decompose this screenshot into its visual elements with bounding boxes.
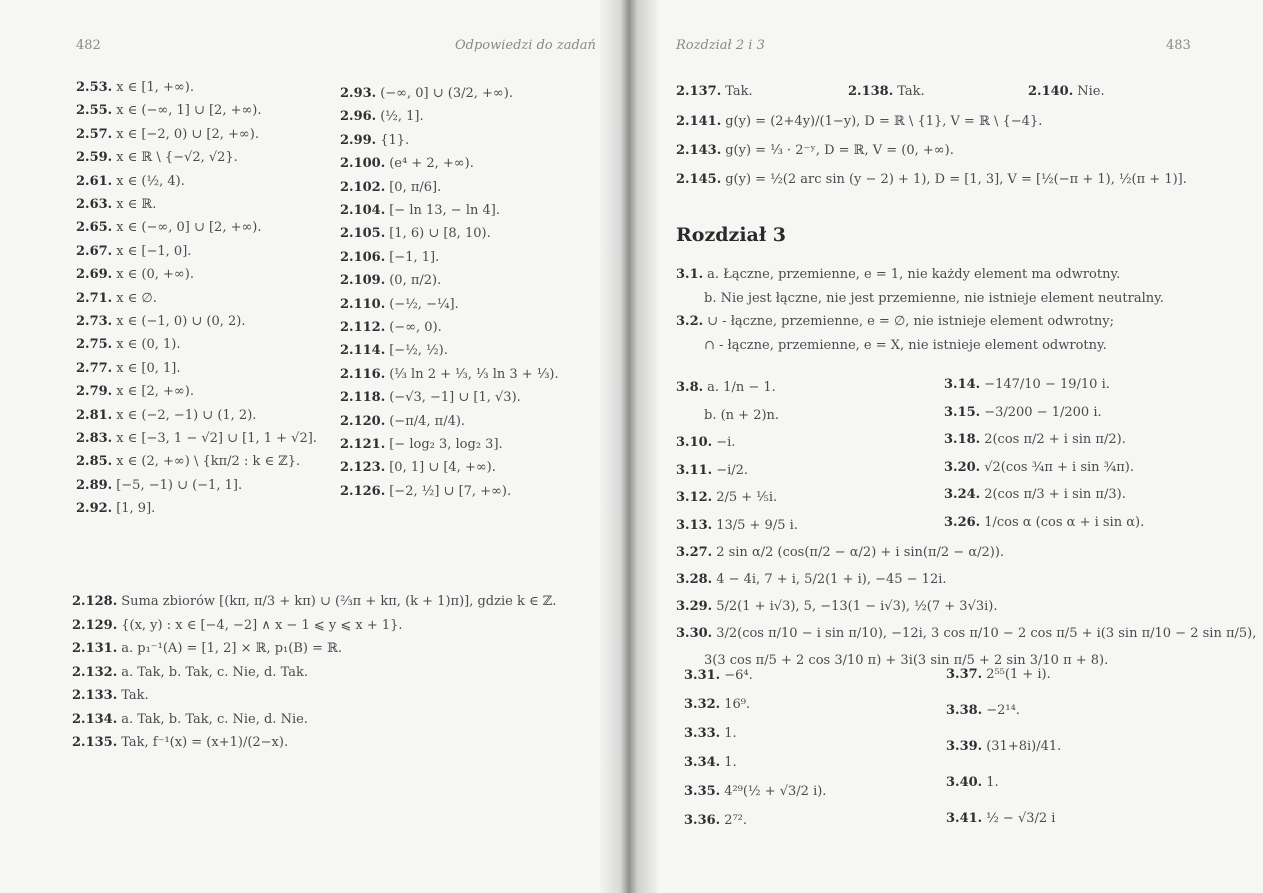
answer-text: x ∈ [2, +∞). — [116, 384, 194, 400]
answer-number: 2.61. — [76, 173, 113, 189]
answer-number: 3.11. — [676, 462, 713, 478]
answer-entry — [76, 431, 317, 446]
answer-number: 2.112. — [340, 320, 386, 335]
answer-number: 2.79. — [76, 384, 113, 400]
answer-text: (⅓ ln 2 + ⅓, ⅓ ln 3 + ⅓). — [389, 366, 559, 382]
answer-text: Nie. — [1077, 84, 1105, 99]
answer-number: 2.93. — [340, 86, 377, 101]
answer-number: 2.83. — [76, 431, 113, 446]
answer-number: 2.120. — [340, 413, 386, 429]
right-running-head: Rozdział 2 i 3 — [676, 38, 765, 53]
answer-entry — [76, 314, 246, 329]
answer-text: x ∈ (½, 4). — [116, 173, 185, 189]
answer-number: 3.2. — [676, 314, 704, 329]
answer-text: a. p₁⁻¹(A) = [1, 2] × ℝ, p₁(B) = ℝ. — [121, 641, 343, 656]
answer-number: 2.128. — [72, 594, 118, 609]
answer-entry — [676, 172, 1187, 187]
answer-text: [−½, ½). — [389, 343, 448, 359]
answer-number: 3.13. — [676, 517, 713, 533]
answer-entry — [72, 618, 403, 633]
answer-number: 2.57. — [76, 126, 113, 142]
answer-text: √2(cos ¾π + i sin ¾π). — [984, 459, 1135, 475]
answer-entry — [676, 291, 1164, 306]
book-gutter — [600, 0, 658, 893]
answer-entry — [72, 594, 556, 609]
answer-number: 3.26. — [944, 514, 981, 530]
answer-entry — [340, 297, 459, 312]
answer-entry — [946, 703, 1020, 718]
answer-entry — [72, 641, 342, 656]
answer-entry — [76, 174, 185, 189]
answer-number: 2.96. — [340, 109, 377, 125]
answer-text: x ∈ [1, +∞). — [116, 80, 194, 95]
answer-number: 3.38. — [946, 703, 983, 718]
answer-text: a. 1/n − 1. — [707, 380, 776, 395]
answer-entry — [340, 86, 513, 101]
answer-entry — [72, 688, 149, 703]
answer-text: −2¹⁴. — [986, 703, 1020, 718]
answer-entry — [76, 478, 242, 493]
answer-number: 3.1. — [676, 267, 704, 282]
answer-number: 3.41. — [946, 811, 983, 826]
answer-entry — [676, 114, 1042, 129]
answer-text: [− ln 13, − ln 4]. — [389, 203, 500, 218]
answer-text: (e⁴ + 2, +∞). — [389, 156, 474, 172]
answer-entry — [340, 390, 521, 405]
answer-number: 2.118. — [340, 390, 386, 406]
answer-entry — [76, 337, 181, 352]
answer-entry — [676, 143, 954, 158]
answer-text: 1. — [986, 775, 999, 790]
answer-text: g(y) = (2+4y)/(1−y), D = ℝ \ {1}, V = ℝ \ {−4}. — [725, 114, 1043, 129]
answer-entry — [676, 572, 947, 587]
answer-text: −i/2. — [716, 462, 749, 478]
answer-number: 2.114. — [340, 343, 386, 359]
answer-number: 2.110. — [340, 296, 386, 312]
answer-entry — [76, 244, 191, 259]
answer-text: Tak, f⁻¹(x) = (x+1)/(2−x). — [121, 735, 289, 750]
answer-entry — [676, 518, 798, 533]
answer-entry — [76, 501, 155, 516]
answer-number: 2.99. — [340, 132, 377, 148]
answer-text: (−√3, −1] ∪ [1, √3). — [389, 390, 521, 406]
answer-entry — [946, 739, 1061, 754]
answer-number: 2.143. — [676, 143, 722, 158]
answer-text: 2⁷². — [724, 813, 748, 828]
answer-number: 3.40. — [946, 775, 983, 790]
answer-entry — [76, 220, 262, 235]
left-page-number: 482 — [76, 38, 101, 53]
answer-number: 2.131. — [72, 641, 118, 656]
answer-text: Tak. — [897, 84, 925, 99]
answer-text: [0, π/6]. — [389, 179, 442, 195]
answer-entry — [340, 414, 465, 429]
answer-text: {(x, y) : x ∈ [−4, −2] ∧ x − 1 ⩽ y ⩽ x + 1}. — [121, 617, 403, 633]
answer-entry — [684, 697, 750, 712]
answer-number: 3.14. — [944, 377, 981, 392]
answer-number: 2.106. — [340, 249, 386, 265]
answer-number: 3.20. — [944, 459, 981, 475]
answer-number: 3.31. — [684, 668, 721, 683]
answer-entry — [76, 80, 194, 95]
right-page-number: 483 — [1166, 38, 1191, 53]
answer-number: 3.10. — [676, 435, 713, 450]
answer-text: 5/2(1 + i√3), 5, −13(1 − i√3), ½(7 + 3√3i). — [716, 599, 998, 614]
answer-number: 2.81. — [76, 407, 113, 423]
answer-entry — [676, 490, 777, 505]
answer-number: 3.35. — [684, 784, 721, 799]
answer-text: x ∈ (−1, 0) ∪ (0, 2). — [116, 314, 246, 329]
answer-number: 2.137. — [676, 84, 722, 99]
answer-text: (−∞, 0] ∪ (3/2, +∞). — [380, 86, 513, 101]
answer-number: 2.67. — [76, 243, 113, 259]
answer-entry — [946, 811, 1055, 826]
answer-text: b. (n + 2)n. — [704, 407, 780, 423]
answer-number: 3.36. — [684, 813, 721, 828]
answer-text: x ∈ [0, 1]. — [116, 360, 181, 376]
answer-text: 1/cos α (cos α + i sin α). — [984, 514, 1145, 530]
answer-entry — [676, 653, 1108, 668]
answer-entry — [340, 180, 441, 195]
answer-text: x ∈ ∅. — [116, 290, 157, 306]
answer-text: x ∈ (0, +∞). — [116, 267, 194, 283]
answer-text: ½ − √3/2 i — [986, 811, 1056, 826]
answer-entry — [340, 320, 442, 335]
answer-number: 2.105. — [340, 226, 386, 242]
answer-number: 3.28. — [676, 572, 713, 587]
answer-number: 2.121. — [340, 437, 386, 452]
answer-text: (−½, −¼]. — [389, 296, 459, 312]
answer-number: 3.34. — [684, 755, 721, 770]
answer-entry — [76, 361, 181, 376]
answer-number: 3.15. — [944, 404, 981, 420]
answer-text: [− log₂ 3, log₂ 3]. — [389, 437, 503, 452]
answer-text: x ∈ ℝ \ {−√2, √2}. — [116, 150, 238, 166]
answer-number: 2.85. — [76, 454, 113, 470]
answer-entry — [848, 84, 925, 99]
answer-text: 2 sin α/2 (cos(π/2 − α/2) + i sin(π/2 − α/2)). — [716, 545, 1005, 560]
answer-entry — [76, 197, 156, 212]
answer-text: (31+8i)/41. — [986, 739, 1062, 754]
answer-entry — [684, 726, 737, 741]
left-running-head: Odpowiedzi do zadań — [455, 38, 596, 53]
answer-text: 3/2(cos π/10 − i sin π/10), −12i, 3 cos π/10 − 2 cos π/5 + i(3 sin π/10 − 2 sin π/5), — [716, 626, 1257, 641]
answer-entry — [676, 463, 748, 478]
answer-number: 2.53. — [76, 80, 113, 95]
answer-entry — [340, 343, 448, 358]
answer-entry — [676, 314, 1114, 329]
answer-entry — [76, 291, 157, 306]
answer-entry — [76, 103, 262, 118]
answer-text: x ∈ (0, 1). — [116, 337, 181, 353]
answer-number: 3.39. — [946, 739, 983, 754]
answer-text: [1, 9]. — [116, 501, 156, 517]
chapter-heading: Rozdział 3 — [676, 224, 787, 246]
answer-entry — [676, 545, 1004, 560]
answer-text: 4²⁹(½ + √3/2 i). — [724, 784, 827, 799]
answer-text: −i. — [716, 435, 736, 450]
answer-text: ∪ - łączne, przemienne, e = ∅, nie istnieje element odwrotny; — [707, 314, 1114, 329]
answer-entry — [946, 775, 999, 790]
answer-number: 3.18. — [944, 432, 981, 447]
answer-entry — [944, 405, 1102, 420]
answer-entry — [76, 127, 259, 142]
answer-entry — [1028, 84, 1105, 99]
answer-text: −147/10 − 19/10 i. — [984, 377, 1110, 392]
answer-number: 3.32. — [684, 697, 721, 712]
answer-text: −6⁴. — [724, 668, 753, 683]
answer-number: 2.104. — [340, 203, 386, 218]
answer-text: 4 − 4i, 7 + i, 5/2(1 + i), −45 − 12i. — [716, 572, 947, 587]
answer-text: 2(cos π/3 + i sin π/3). — [984, 487, 1126, 502]
answer-number: 3.27. — [676, 545, 713, 560]
answer-entry — [76, 150, 238, 165]
answer-number: 2.63. — [76, 197, 113, 212]
answer-entry — [340, 250, 439, 265]
answer-text: −3/200 − 1/200 i. — [984, 404, 1102, 420]
answer-entry — [676, 380, 776, 395]
answer-text: x ∈ (−2, −1) ∪ (1, 2). — [116, 407, 257, 423]
answer-entry — [944, 377, 1110, 392]
answer-entry — [944, 487, 1126, 502]
answer-text: Suma zbiorów [(kπ, π/3 + kπ) ∪ (⅔π + kπ, (k + 1)π)], gdzie k ∈ ℤ. — [121, 594, 557, 609]
answer-entry — [684, 668, 753, 683]
answer-entry — [340, 203, 500, 218]
answer-entry — [340, 156, 474, 171]
answer-number: 2.77. — [76, 360, 113, 376]
answer-text: Tak. — [121, 688, 149, 703]
answer-text: 1. — [724, 726, 737, 741]
answer-text: (0, π/2). — [389, 273, 442, 289]
answer-text: Tak. — [725, 84, 753, 99]
answer-entry — [676, 599, 997, 614]
answer-number: 2.133. — [72, 688, 118, 703]
answer-entry — [340, 273, 441, 288]
answer-entry — [72, 665, 308, 680]
answer-number: 2.116. — [340, 366, 386, 382]
answer-entry — [676, 626, 1256, 641]
answer-number: 2.134. — [72, 711, 118, 727]
answer-entry — [72, 735, 288, 750]
answer-number: 3.30. — [676, 626, 713, 641]
answer-text: x ∈ [−2, 0) ∪ [2, +∞). — [116, 126, 259, 142]
answer-number: 2.129. — [72, 617, 118, 633]
answer-number: 2.100. — [340, 156, 386, 172]
answer-text: {1}. — [380, 132, 410, 148]
answer-text: [−5, −1) ∪ (−1, 1]. — [116, 477, 243, 493]
answer-number: 2.102. — [340, 179, 386, 195]
answer-entry — [676, 84, 753, 99]
answer-entry — [340, 460, 496, 475]
answer-text: 3(3 cos π/5 + 2 cos 3/10 π) + 3i(3 sin π/5 + 2 sin 3/10 π + 8). — [704, 653, 1109, 668]
answer-text: 13/5 + 9/5 i. — [716, 517, 798, 533]
answer-text: [−2, ½] ∪ [7, +∞). — [389, 483, 512, 499]
answer-text: [0, 1] ∪ [4, +∞). — [389, 460, 496, 476]
answer-text: 2/5 + ⅕i. — [716, 490, 778, 505]
answer-entry — [76, 384, 194, 399]
answer-entry — [684, 755, 737, 770]
answer-number: 2.59. — [76, 150, 113, 166]
answer-entry — [340, 133, 409, 148]
answer-number: 2.138. — [848, 84, 894, 99]
answer-entry — [340, 484, 511, 499]
answer-text: a. Tak, b. Tak, c. Nie, d. Nie. — [121, 711, 308, 727]
answer-text: (½, 1]. — [380, 109, 424, 125]
answer-number: 2.75. — [76, 337, 113, 353]
answer-number: 2.69. — [76, 267, 113, 283]
answer-number: 3.33. — [684, 726, 721, 741]
answer-entry — [72, 712, 308, 727]
answer-entry — [340, 367, 559, 382]
answer-number: 2.109. — [340, 273, 386, 289]
answer-entry — [76, 454, 300, 469]
answer-entry — [684, 813, 747, 828]
answer-text: ∩ - łączne, przemienne, e = X, nie istnieje element odwrotny. — [704, 337, 1107, 353]
answer-number: 3.12. — [676, 490, 713, 505]
answer-text: 2⁵⁵(1 + i). — [986, 667, 1051, 682]
answer-number: 3.29. — [676, 599, 713, 614]
answer-number: 2.123. — [340, 460, 386, 476]
answer-entry — [676, 408, 779, 423]
answer-number: 3.37. — [946, 667, 983, 682]
answer-entry — [944, 460, 1134, 475]
answer-number: 2.65. — [76, 220, 113, 236]
answer-entry — [676, 267, 1120, 282]
answer-text: 16⁹. — [724, 697, 751, 712]
answer-text: x ∈ (−∞, 0] ∪ [2, +∞). — [116, 220, 262, 236]
answer-entry — [76, 267, 194, 282]
answer-number: 2.126. — [340, 483, 386, 499]
answer-text: [−1, 1]. — [389, 249, 440, 265]
answer-number: 3.8. — [676, 380, 704, 395]
answer-entry — [944, 515, 1144, 530]
answer-text: x ∈ (2, +∞) \ {kπ/2 : k ∈ ℤ}. — [116, 454, 301, 470]
answer-number: 2.141. — [676, 114, 722, 129]
answer-text: a. Łączne, przemienne, e = 1, nie każdy element ma odwrotny. — [707, 267, 1121, 282]
answer-entry — [684, 784, 826, 799]
answer-number: 2.140. — [1028, 84, 1074, 99]
answer-number: 2.73. — [76, 314, 113, 329]
answer-text: (−∞, 0). — [389, 320, 442, 335]
answer-text: x ∈ [−3, 1 − √2] ∪ [1, 1 + √2]. — [116, 431, 317, 446]
answer-entry — [676, 435, 735, 450]
answer-text: 1. — [724, 755, 737, 770]
answer-number: 2.135. — [72, 735, 118, 750]
answer-text: x ∈ [−1, 0]. — [116, 243, 192, 259]
answer-number: 2.89. — [76, 477, 113, 493]
answer-number: 3.24. — [944, 487, 981, 502]
answer-text: a. Tak, b. Tak, c. Nie, d. Tak. — [121, 664, 308, 680]
answer-text: (−π/4, π/4). — [389, 413, 466, 429]
answer-text: g(y) = ⅓ · 2⁻ʸ, D = ℝ, V = (0, +∞). — [725, 143, 954, 158]
answer-text: 2(cos π/2 + i sin π/2). — [984, 432, 1126, 447]
answer-text: x ∈ ℝ. — [116, 197, 157, 212]
answer-entry — [946, 667, 1051, 682]
answer-entry — [944, 432, 1126, 447]
answer-entry — [340, 437, 503, 452]
answer-number: 2.132. — [72, 664, 118, 680]
answer-entry — [340, 226, 491, 241]
answer-text: b. Nie jest łączne, nie jest przemienne, nie istnieje element neutralny. — [704, 290, 1164, 306]
answer-entry — [340, 109, 424, 124]
answer-entry — [676, 338, 1107, 353]
answer-number: 2.71. — [76, 290, 113, 306]
answer-text: g(y) = ½(2 arc sin (y − 2) + 1), D = [1, 3], V = [½(−π + 1), ½(π + 1)]. — [725, 172, 1187, 187]
answer-number: 2.145. — [676, 172, 722, 187]
answer-text: [1, 6) ∪ [8, 10). — [389, 226, 491, 242]
answer-text: x ∈ (−∞, 1] ∪ [2, +∞). — [116, 103, 262, 119]
answer-entry — [76, 408, 256, 423]
answer-number: 2.55. — [76, 103, 113, 119]
answer-number: 2.92. — [76, 501, 113, 517]
